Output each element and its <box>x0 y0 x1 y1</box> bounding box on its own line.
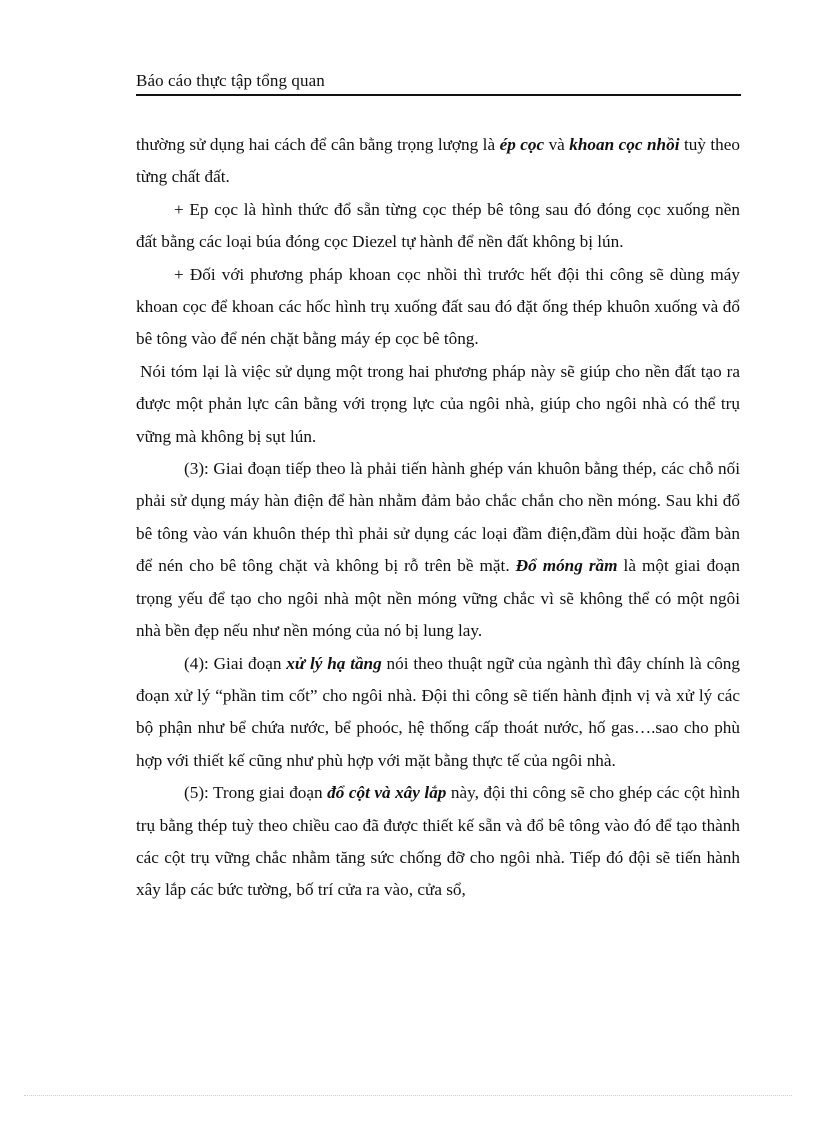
paragraph-7 <box>136 777 740 907</box>
page-header <box>136 70 741 96</box>
paragraph-6-text-a: (4): Giai đoạn <box>184 653 287 673</box>
paragraph-5 <box>136 453 740 647</box>
emphasis-xu-ly-ha-tang: xử lý hạ tầng <box>286 653 382 673</box>
emphasis-khoan-coc-nhoi: khoan cọc nhồi <box>569 135 680 154</box>
paragraph-6 <box>136 648 740 778</box>
header-title: Báo cáo thực tập tổng quan <box>136 71 325 90</box>
paragraph-5-text-c: là một giai đoạn trọng yếu để tạo cho ngôi nhà một nền móng vững chắc vì sẽ không thể có một ngôi nhà bền đẹp nếu như nền móng của nó bị lung lay. <box>136 556 740 641</box>
paragraph-7-text-c: này, đội thi công sẽ cho ghép các cột hình trụ bằng thép tuỳ theo chiều cao đã được thiết kế sẵn và đổ bê tông vào đó để tạo thành các cột trụ vững chắc nhằm tăng sức chống đỡ cho ngôi nhà. Tiếp đó đội sẽ tiến hành xây lắp các bức tường, bố trí cửa ra vào, cửa sổ, <box>136 783 741 900</box>
paragraph-5-text-a: (3): Giai đoạn tiếp theo là phải tiến hành ghép ván khuôn bằng thép, các chỗ nối phải sử dụng máy hàn điện để hàn nhằm đảm bảo chắc chắn cho nền móng. Sau khi đổ bê tông vào ván khuôn thép thì phải sử dụng các loại đầm điện,đầm dùi hoặc đầm bàn để nén cho bê tông chặt và không bị rỗ trên bề mặt. <box>136 459 740 576</box>
paragraph-6-text-c: nói theo thuật ngữ của ngành thì đây chính là công đoạn xử lý “phần tim cốt” cho ngôi nhà. Đội thi công sẽ tiến hành định vị và xử lý các bộ phận như bể chứa nước, bể phoóc, hệ thống cấp thoát nước, hố gas….sao cho phù hợp với thiết kế cũng như phù hợp với mặt bằng thực tế của ngôi nhà. <box>136 653 740 770</box>
paragraph-3: + Đối với phương pháp khoan cọc nhồi thì trước hết đội thi công sẽ dùng máy khoan cọc để khoan các hốc hình trụ xuống đất sau đó đặt ống thép khuôn xuống và đổ bê tông vào để nén chặt bằng máy ép cọc bê tông. <box>136 264 740 349</box>
paragraph-1-text-c: và <box>544 135 570 154</box>
paragraph-1 <box>136 129 740 194</box>
document-body <box>136 129 740 907</box>
emphasis-ep-coc: ép cọc <box>499 135 545 154</box>
page-bottom-edge <box>24 1095 792 1096</box>
paragraph-7-text-a: (5): Trong giai đoạn <box>184 783 328 803</box>
paragraph-1-text-e: tuỳ theo từng chất đất. <box>136 135 740 187</box>
paragraph-4: Nói tóm lại là việc sử dụng một trong hai phương pháp này sẽ giúp cho nền đất tạo ra được một phản lực cân bằng với trọng lực của ngôi nhà, giúp cho ngôi nhà có thể trụ vững mà không bị sụt lún. <box>136 361 740 446</box>
emphasis-do-mong-ram: Đổ móng rầm <box>515 556 618 576</box>
emphasis-do-cot-va-xay-lap: đổ cột và xây lắp <box>327 783 447 803</box>
paragraph-2: + Ep cọc là hình thức đổ sẵn từng cọc thép bê tông sau đó đóng cọc xuống nền đất bằng các loại búa đóng cọc Diezel tự hành để nền đất không bị lún. <box>136 199 740 252</box>
paragraph-1-text-a: thường sử dụng hai cách để cân bằng trọng lượng là <box>136 135 500 154</box>
